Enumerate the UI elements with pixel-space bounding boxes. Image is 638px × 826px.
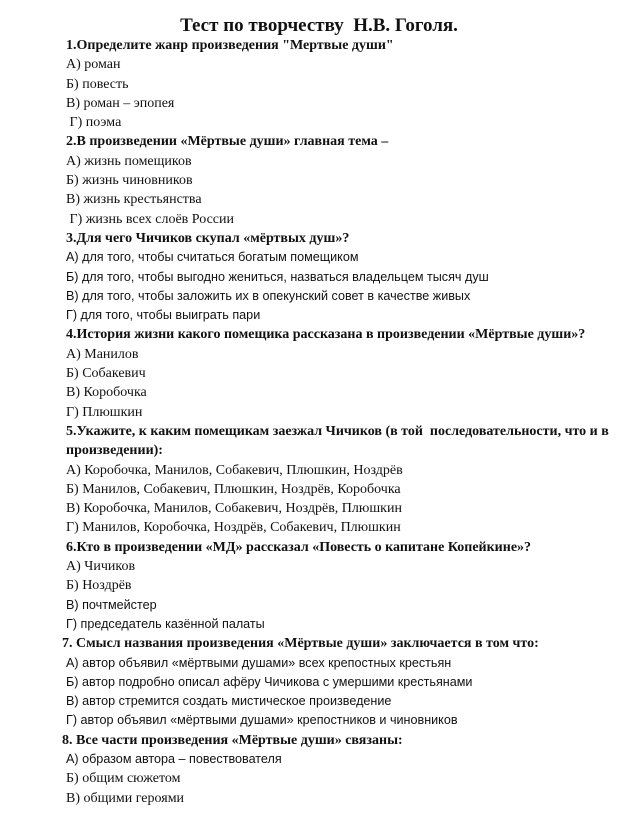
question-block <box>66 422 632 538</box>
answer-option: В) общими героями <box>66 790 185 806</box>
answer-option: А) Манилов <box>66 346 139 362</box>
answer-option: Г) Плюшкин <box>66 404 143 420</box>
question-text: 2.В произведении «Мёртвые души» главная тема – <box>66 134 389 150</box>
question-block <box>62 731 632 808</box>
answer-option: Б) Собакевич <box>66 366 146 382</box>
answer-option: Б) повесть <box>66 76 129 92</box>
question-text: 3.Для чего Чичиков скупал «мёртвых душ»? <box>66 230 350 246</box>
question-block <box>66 132 632 228</box>
answer-option: Б) Манилов, Собакевич, Плюшкин, Ноздрёв, Коробочка <box>66 481 401 497</box>
question-text: 6.Кто в произведении «МД» рассказал «Повесть о капитане Копейкине»? <box>66 539 532 555</box>
answer-option: А) жизнь помещиков <box>66 153 192 169</box>
answer-option: Б) жизнь чиновников <box>66 173 193 189</box>
answer-option: А) Чичиков <box>66 559 136 575</box>
answer-option: Б) общим сюжетом <box>66 771 181 787</box>
answer-option: Г) поэма <box>66 115 122 131</box>
questions-list <box>62 36 632 808</box>
answer-option: Б) для того, чтобы выгодно жениться, назваться владельцем тысяч душ <box>66 269 489 284</box>
question-text: 4.История жизни какого помещика рассказана в произведении «Мёртвые души»? <box>66 327 586 343</box>
answer-option: В) почтмейстер <box>66 597 157 612</box>
question-block <box>66 325 632 421</box>
answer-option: Г) для того, чтобы выиграть пари <box>66 308 261 323</box>
question-block <box>66 229 632 325</box>
answer-option: Б) автор подробно описал афёру Чичикова с умершими крестьянами <box>66 674 473 689</box>
answer-option: Г) жизнь всех слоёв России <box>66 211 234 227</box>
page-title: Тест по творчеству Н.В. Гоголя. <box>180 15 458 36</box>
answer-option: Г) автор объявил «мёртвыми душами» крепостников и чиновников <box>66 713 458 728</box>
answer-option: А) автор объявил «мёртвыми душами» всех крепостных крестьян <box>66 655 452 670</box>
question-text: 1.Определите жанр произведения "Мертвые души" <box>66 38 394 53</box>
answer-option: А) для того, чтобы считаться богатым помещиком <box>66 250 359 265</box>
answer-option: А) образом автора – повествователя <box>66 751 282 766</box>
question-text: 8. Все части произведения «Мёртвые души» связаны: <box>62 732 403 748</box>
answer-option: В) для того, чтобы заложить их в опекунский совет в качестве живых <box>66 288 471 303</box>
question-block <box>66 538 632 634</box>
question-block <box>62 634 632 730</box>
question-block <box>66 36 632 132</box>
answer-option: В) Коробочка, Манилов, Собакевич, Ноздрёв, Плюшкин <box>66 501 402 517</box>
answer-option: Г) Манилов, Коробочка, Ноздрёв, Собакевич, Плюшкин <box>66 520 401 536</box>
answer-option: В) Коробочка <box>66 385 147 401</box>
question-text: 5.Укажите, к каким помещикам заезжал Чичиков (в той последовательности, что и в произведении): <box>66 423 613 459</box>
answer-option: А) Коробочка, Манилов, Собакевич, Плюшкин, Ноздрёв <box>66 462 403 478</box>
answer-option: А) роман <box>66 57 121 73</box>
answer-option: В) жизнь крестьянства <box>66 192 202 208</box>
answer-option: Б) Ноздрёв <box>66 578 132 594</box>
answer-option: В) автор стремится создать мистическое произведение <box>66 694 392 709</box>
question-text: 7. Смысл названия произведения «Мёртвые души» заключается в том что: <box>62 636 539 652</box>
answer-option: Г) председатель казённой палаты <box>66 616 265 631</box>
answer-option: В) роман – эпопея <box>66 95 175 111</box>
